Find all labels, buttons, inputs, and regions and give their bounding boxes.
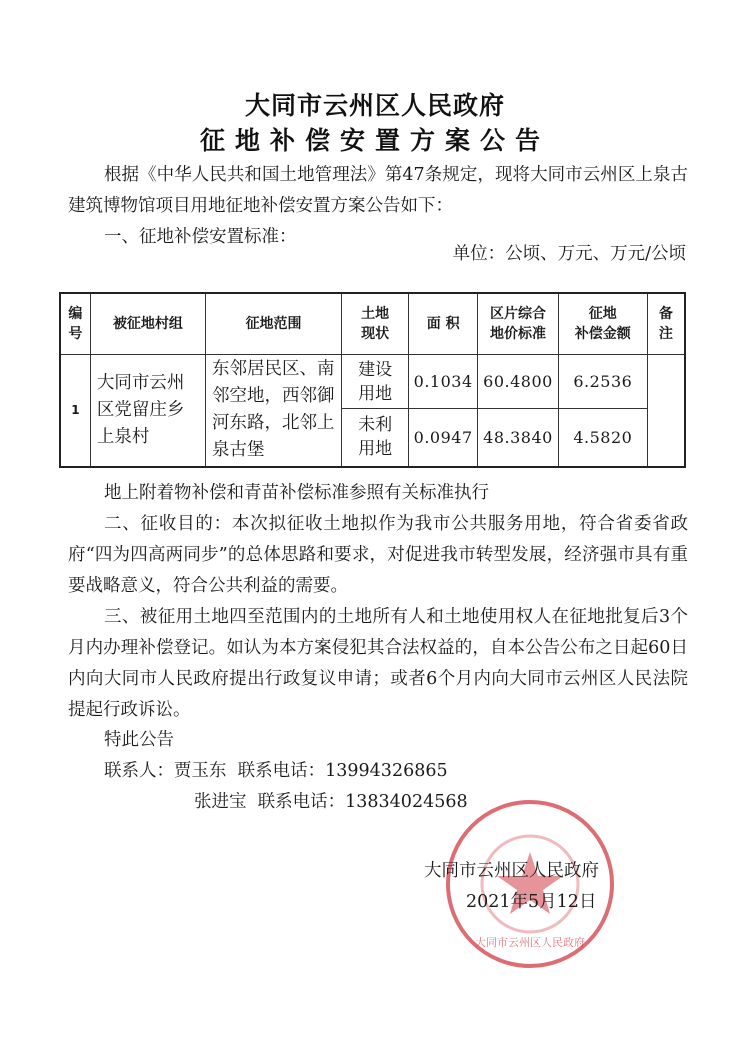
intro-paragraph: 根据《中华人民共和国土地管理法》第47条规定，现将大同市云州区上泉古建筑博物馆项目用地征地补偿安置方案公告如下：	[68, 165, 688, 216]
closing-text: 特此公告	[104, 730, 174, 750]
standard-cell: 60.4800	[478, 355, 559, 409]
amount-cell: 6.2536	[558, 355, 647, 409]
svg-text:大同市云州区人民政府: 大同市云州区人民政府	[475, 936, 585, 949]
phone-label: 联系电话：	[237, 761, 326, 781]
note-cell	[647, 355, 685, 467]
col-header-no: 编 号	[60, 293, 90, 355]
official-seal	[446, 800, 614, 968]
standard-cell: 48.3840	[478, 409, 559, 467]
col-header-scope: 征地范围	[206, 293, 342, 355]
phone-number: 13834024568	[345, 792, 468, 812]
col-header-standard: 区片综合 地价标准	[478, 293, 559, 355]
contact-name: 贾玉东	[174, 761, 227, 781]
contact-name: 张进宝	[194, 792, 247, 812]
unit-label: 单位：公顷、万元、万元/公顷	[452, 244, 686, 264]
amount-cell: 4.5820	[558, 409, 647, 467]
phone-number: 13994326865	[325, 761, 448, 781]
seal-star-emblem-icon	[450, 804, 610, 964]
section2-paragraph: 二、征收目的：本次拟征收土地拟作为我市公共服务用地，符合省委省政府“四为四高两同步”的总体思路和要求，对促进我市转型发展，经济强市具有重要战略意义，符合公共利益的需要。	[68, 514, 688, 596]
land-status-cell: 建设用地	[342, 355, 409, 409]
col-header-amount: 征地 补偿金额	[558, 293, 647, 355]
phone-label: 联系电话：	[257, 792, 346, 812]
page-title-announcement: 征地补偿安置方案公告	[199, 126, 550, 155]
signature-date: 2021年5月12日	[466, 892, 597, 912]
col-header-area: 面 积	[409, 293, 478, 355]
area-cell: 0.0947	[409, 409, 478, 467]
section1-heading: 一、征地补偿安置标准：	[104, 227, 297, 247]
col-header-village: 被征地村组	[90, 293, 205, 355]
signature-org: 大同市云州区人民政府	[424, 861, 599, 881]
contact-label: 联系人：	[104, 761, 174, 781]
row-number: 1	[60, 355, 90, 467]
table-header-row	[60, 293, 685, 355]
section3-paragraph: 三、被征用土地四至范围内的土地所有人和土地使用权人在征地批复后3个月内办理补偿登记。如认为本方案侵犯其合法权益的，自本公告公布之日起60日内向大同市人民政府提出行政复议申请；或者6个月内向大同市云州区人民法院提起行政诉讼。	[68, 607, 688, 720]
scope-cell: 东邻居民区、南邻空地，西邻御河东路，北邻上泉古堡	[206, 355, 342, 467]
col-header-status: 土地 现状	[342, 293, 409, 355]
compensation-table	[59, 292, 686, 468]
contact-row	[104, 757, 448, 782]
land-status-cell: 未利用地	[342, 409, 409, 467]
area-cell: 0.1034	[409, 355, 478, 409]
col-header-note: 备 注	[647, 293, 685, 355]
attachment-note: 地上附着物补偿和青苗补偿标准参照有关标准执行	[104, 483, 489, 503]
contact-row	[194, 788, 468, 813]
table-row	[60, 355, 685, 409]
village-cell: 大同市云州区党留庄乡上泉村	[90, 355, 205, 467]
page-title-government: 大同市云州区人民政府	[244, 91, 505, 120]
